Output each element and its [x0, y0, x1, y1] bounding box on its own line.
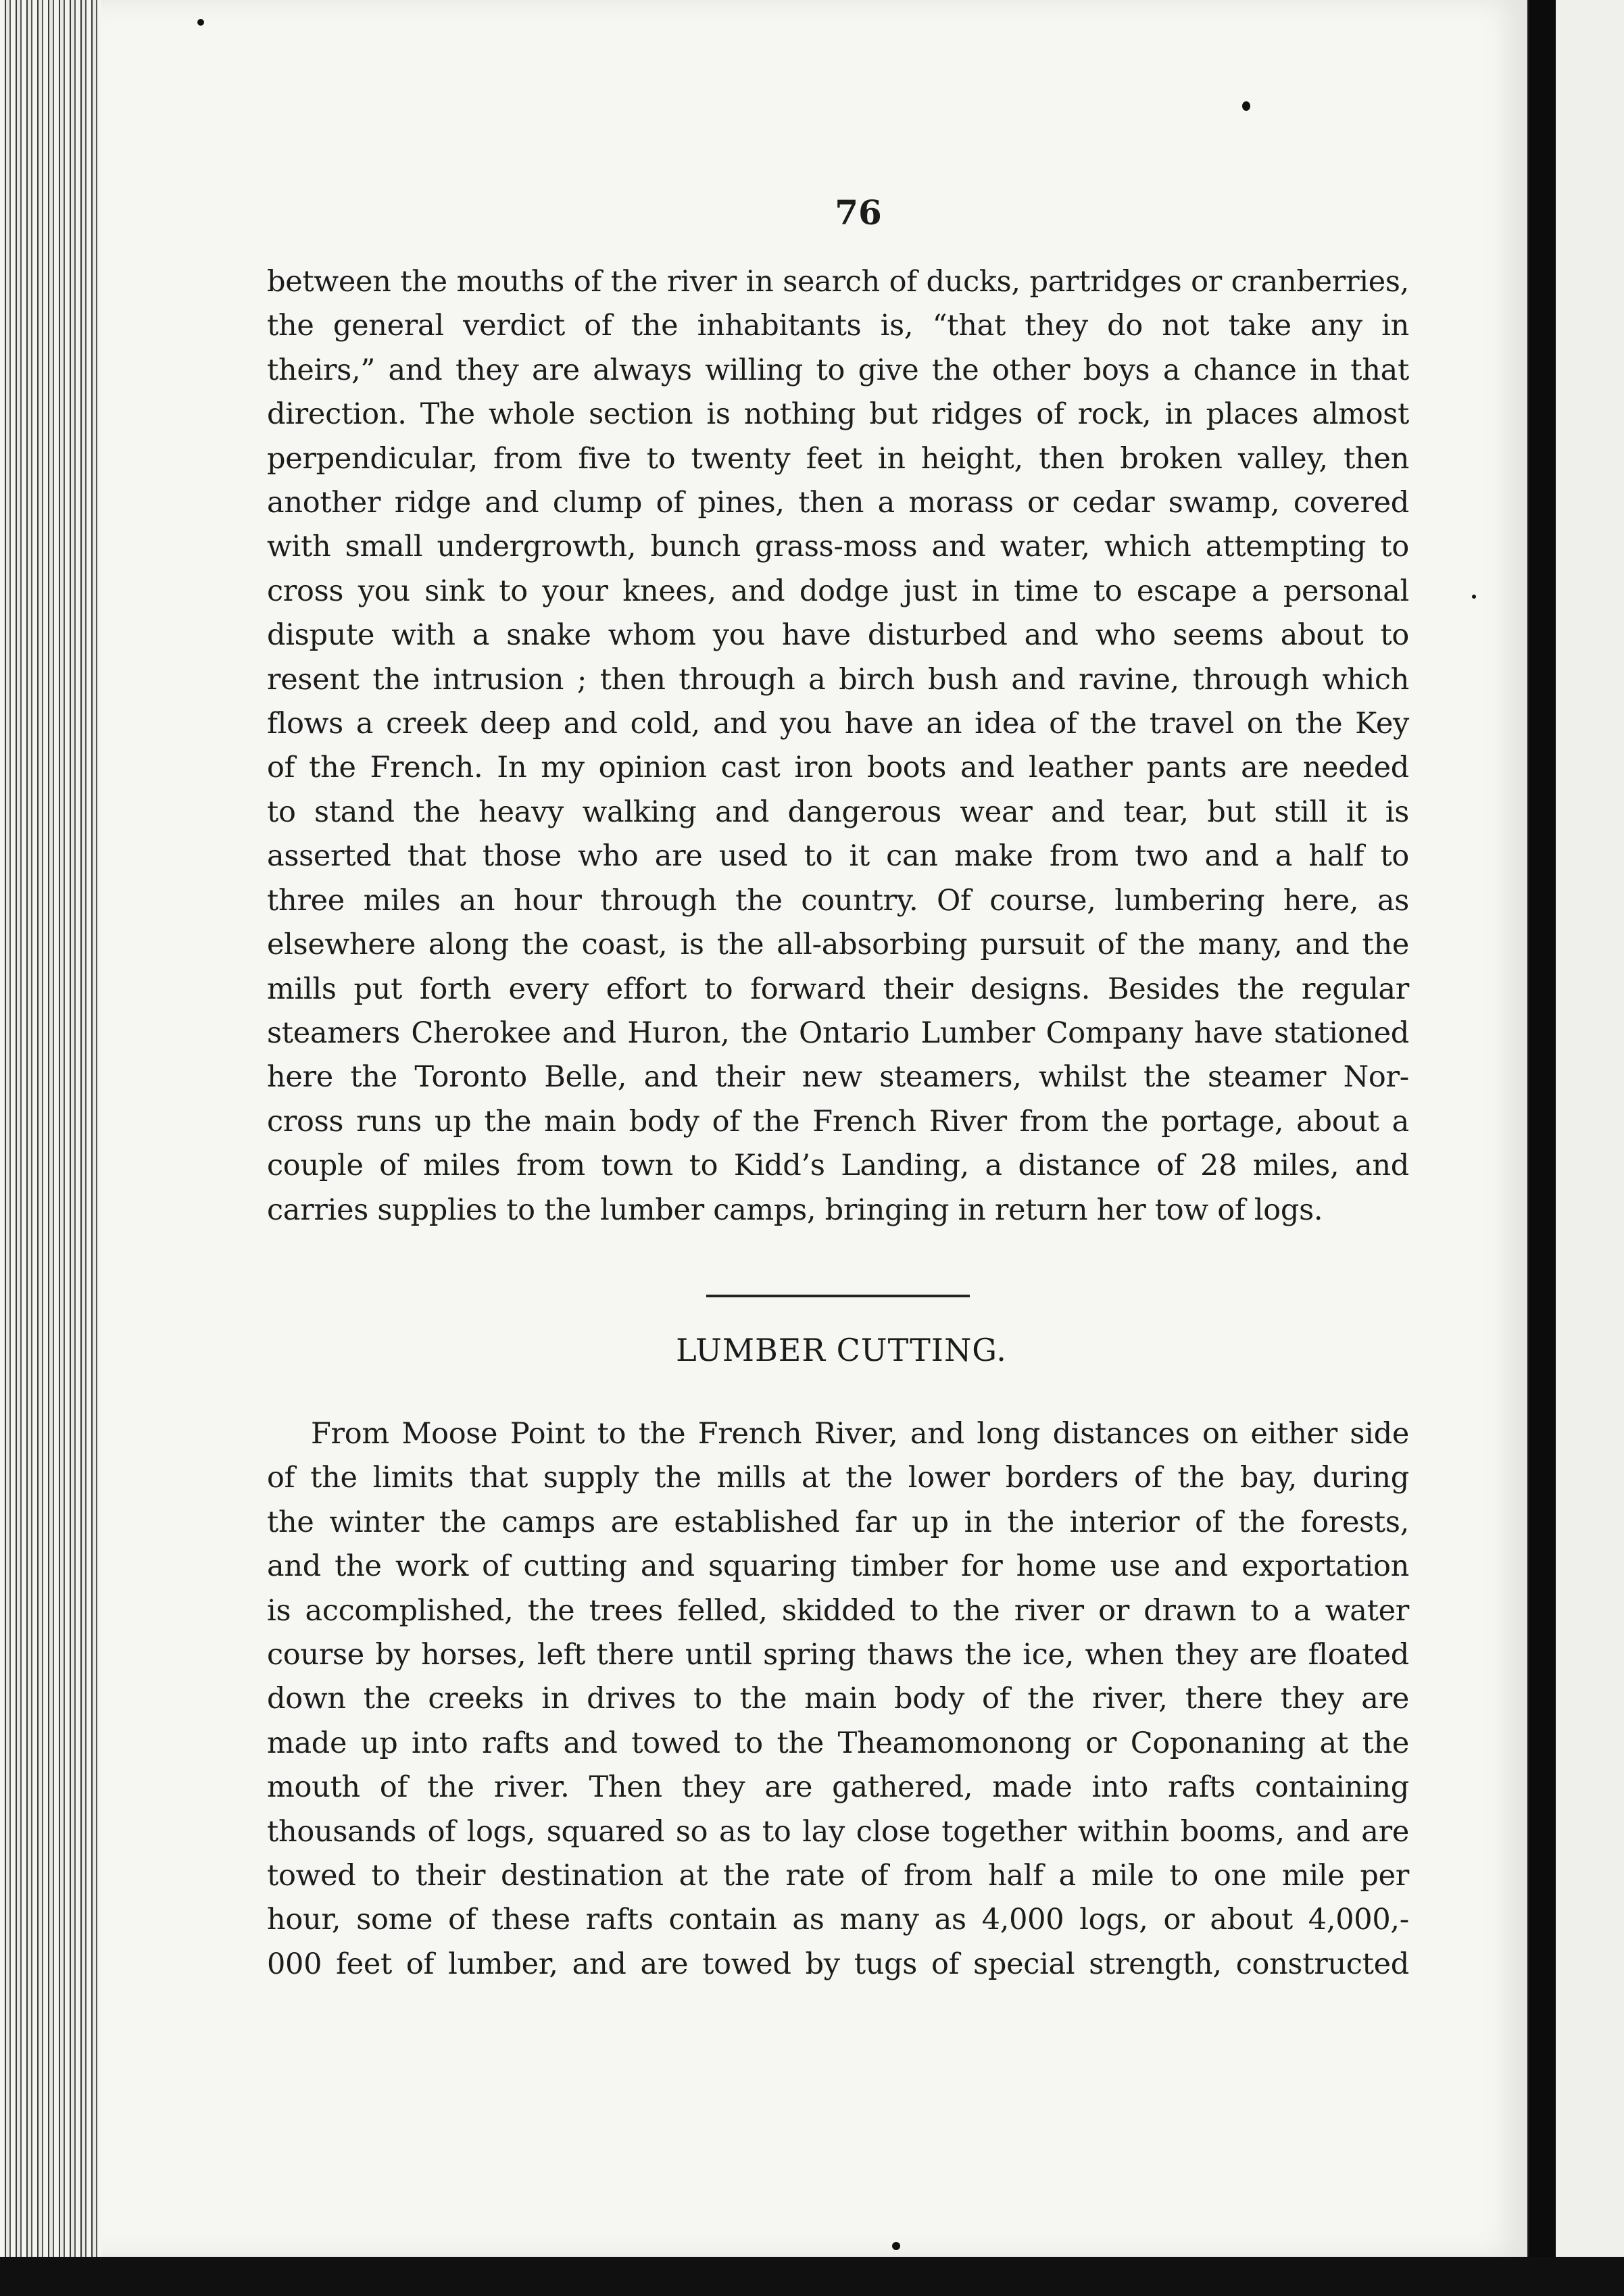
page-number: 76 [835, 193, 882, 232]
text-line: From Moose Point to the French River, and long distances on either side [311, 1416, 1409, 1451]
text-line: the general verdict of the inhabitants is, “that they do not take any in [267, 309, 1409, 343]
text-line: mills put forth every effort to forward their designs. Besides the regular [267, 972, 1409, 1006]
text-line: with small undergrowth, bunch grass-moss and water, which attempting to [267, 530, 1409, 564]
text-line: thousands of logs, squared so as to lay close together within booms, and are [267, 1814, 1409, 1849]
book-gutter [1529, 0, 1556, 2296]
section-heading: LUMBER CUTTING. [676, 1331, 1007, 1368]
text-line: of the French. In my opinion cast iron boots and leather pants are needed [267, 751, 1409, 785]
text-line: down the creeks in drives to the main body of the river, there they are [267, 1682, 1409, 1716]
text-line: perpendicular, from five to twenty feet in height, then broken valley, then [267, 441, 1409, 476]
text-line: couple of miles from town to Kidd’s Landing, a distance of 28 miles, and [267, 1149, 1409, 1183]
section-divider [706, 1295, 970, 1297]
text-line: steamers Cherokee and Huron, the Ontario Lumber Company have stationed [267, 1016, 1409, 1050]
text-line: elsewhere along the coast, is the all-absorbing pursuit of the many, and the [267, 928, 1409, 962]
text-line: resent the intrusion ; then through a birch bush and ravine, through which [267, 662, 1409, 697]
text-line: direction. The whole section is nothing but ridges of rock, in places almost [267, 397, 1409, 432]
text-line: the winter the camps are established far up in the interior of the forests, [267, 1505, 1409, 1539]
text-line: theirs,” and they are always willing to give the other boys a chance in that [267, 353, 1409, 387]
text-line: three miles an hour through the country. Of course, lumbering here, as [267, 883, 1409, 918]
facing-page-edge [1556, 0, 1624, 2257]
scan-border [0, 2257, 1624, 2296]
text-line: flows a creek deep and cold, and you have an idea of the travel on the Key [267, 707, 1409, 741]
text-line: cross runs up the main body of the French River from the portage, about a [267, 1104, 1409, 1139]
text-line: is accomplished, the trees felled, skidded to the river or drawn to a water [267, 1593, 1409, 1628]
text-line: asserted that those who are used to it can make from two and a half to [267, 839, 1409, 874]
text-line: towed to their destination at the rate of from half a mile to one mile per [267, 1859, 1409, 1893]
text-line: here the Toronto Belle, and their new steamers, whilst the steamer Nor- [267, 1060, 1409, 1095]
text-line: and the work of cutting and squaring timber for home use and exportation [267, 1549, 1409, 1584]
text-line: 000 feet of lumber, and are towed by tugs of special strength, constructed [267, 1947, 1409, 1981]
text-line: of the limits that supply the mills at the lower borders of the bay, during [267, 1461, 1409, 1495]
text-line: cross you sink to your knees, and dodge just in time to escape a personal [267, 574, 1409, 608]
text-line: to stand the heavy walking and dangerous wear and tear, but still it is [267, 795, 1409, 829]
ink-speck [1472, 595, 1476, 599]
text-line: dispute with a snake whom you have disturbed and who seems about to [267, 618, 1409, 653]
book-page-edges [0, 0, 101, 2296]
ink-speck [197, 19, 204, 26]
text-line: mouth of the river. Then they are gathered, made into rafts containing [267, 1770, 1409, 1805]
text-line: course by horses, left there until spring thaws the ice, when they are floated [267, 1637, 1409, 1672]
text-line: carries supplies to the lumber camps, bringing in return her tow of logs. [267, 1193, 1323, 1227]
text-line: between the mouths of the river in search of ducks, partridges or cranberries, [267, 265, 1409, 299]
ink-speck [1242, 101, 1250, 111]
page-text-block [267, 193, 1409, 1987]
text-line: another ridge and clump of pines, then a morass or cedar swamp, covered [267, 486, 1409, 520]
paragraph-1 [267, 260, 1409, 1232]
ink-speck [892, 2242, 900, 2250]
paragraph-2 [267, 1412, 1409, 1987]
text-line: made up into rafts and towed to the Theamomonong or Coponaning at the [267, 1726, 1409, 1760]
text-line: hour, some of these rafts contain as many as 4,000 logs, or about 4,000,- [267, 1903, 1409, 1937]
